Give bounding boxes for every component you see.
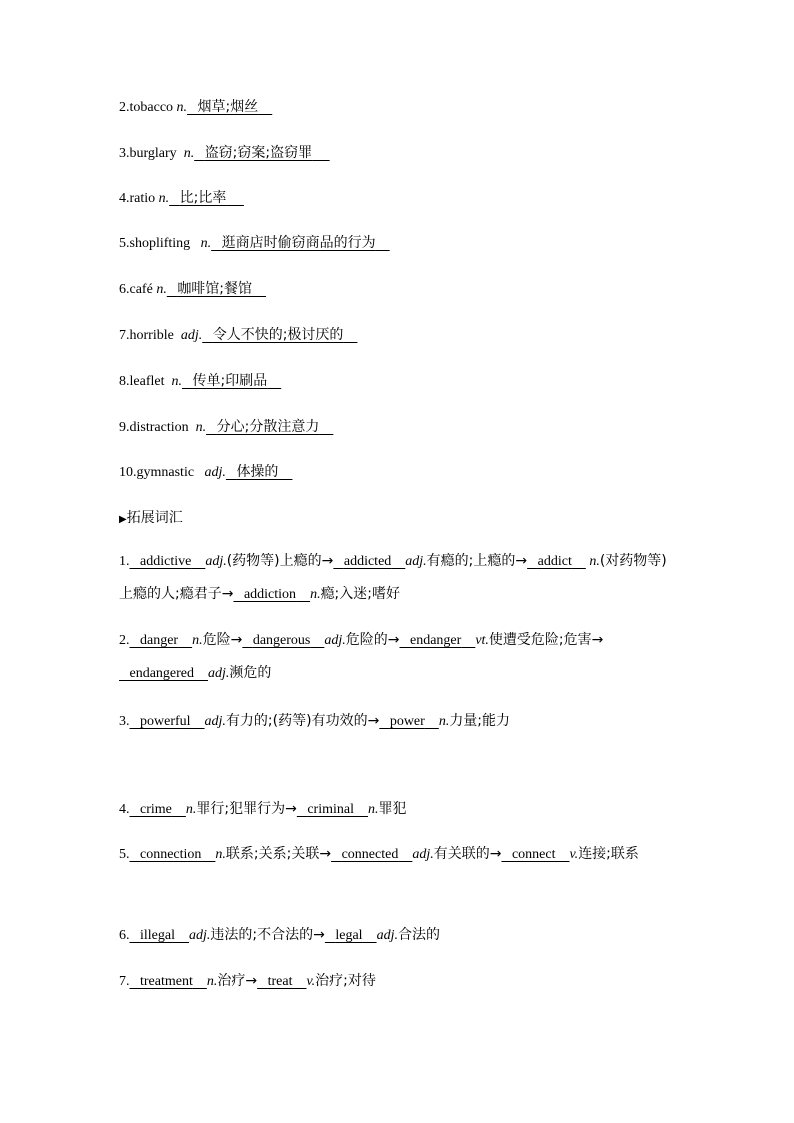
answer-blank: 体操的 bbox=[236, 464, 279, 480]
vocab-word: tobacco bbox=[129, 100, 174, 115]
answer-blank: 烟草;烟丝 bbox=[197, 99, 259, 115]
item-number: 2. bbox=[119, 633, 130, 648]
meaning: 力量;能力 bbox=[449, 713, 511, 729]
part-of-speech: adj. bbox=[204, 714, 226, 729]
item-number: 3. bbox=[119, 146, 130, 161]
answer-blank: legal bbox=[335, 928, 363, 943]
vocab-word: leaflet bbox=[129, 374, 165, 389]
answer-blank: danger bbox=[140, 633, 179, 648]
part-of-speech: adj. bbox=[204, 465, 226, 480]
meaning: 有关联的→ bbox=[433, 846, 502, 862]
ext-item-3 bbox=[119, 711, 679, 732]
meaning: 濒危的 bbox=[229, 665, 272, 681]
vocab-item-2 bbox=[119, 97, 679, 118]
part-of-speech: n. bbox=[158, 191, 170, 206]
item-number: 1. bbox=[119, 554, 130, 569]
answer-blank: crime bbox=[140, 802, 172, 817]
part-of-speech: adj. bbox=[412, 847, 434, 862]
vocab-item-5 bbox=[119, 233, 679, 254]
part-of-speech: n. bbox=[215, 847, 226, 862]
answer-blank: power bbox=[389, 714, 425, 729]
item-number: 5. bbox=[119, 847, 130, 862]
answer-blank: treatment bbox=[140, 974, 193, 989]
meaning: 治疗;对待 bbox=[315, 973, 376, 989]
part-of-speech: n. bbox=[200, 236, 212, 251]
vocab-item-4 bbox=[119, 188, 679, 209]
meaning: 危险→ bbox=[202, 632, 243, 648]
vocab-word: distraction bbox=[129, 420, 189, 435]
part-of-speech: n. bbox=[156, 282, 167, 297]
part-of-speech: adj. bbox=[208, 666, 230, 681]
part-of-speech: adj. bbox=[324, 633, 346, 648]
part-of-speech: n. bbox=[589, 554, 600, 569]
answer-blank: 比;比率 bbox=[179, 190, 227, 206]
part-of-speech: n. bbox=[310, 587, 321, 602]
meaning: 合法的 bbox=[397, 927, 440, 943]
part-of-speech: n. bbox=[367, 802, 379, 817]
vocab-word: burglary bbox=[129, 146, 177, 161]
answer-blank: connected bbox=[341, 847, 399, 862]
vocab-word: gymnastic bbox=[136, 465, 195, 480]
meaning: 联系;关系;关联→ bbox=[225, 846, 332, 862]
answer-blank: endanger bbox=[410, 633, 462, 648]
answer-blank: connect bbox=[511, 847, 556, 862]
part-of-speech: v. bbox=[569, 847, 579, 862]
item-number: 7. bbox=[119, 974, 130, 989]
answer-blank: endangered bbox=[129, 666, 195, 681]
meaning: 违法的;不合法的→ bbox=[210, 927, 325, 943]
answer-blank: addictive bbox=[140, 554, 192, 569]
part-of-speech: adj. bbox=[205, 554, 227, 569]
ext-item-4 bbox=[119, 799, 679, 820]
meaning: 连接;联系 bbox=[578, 846, 639, 862]
item-number: 7. bbox=[119, 328, 130, 343]
meaning: 使遭受危险;危害→ bbox=[488, 632, 604, 648]
vocab-item-9 bbox=[119, 417, 679, 438]
section-title: 拓展词汇 bbox=[126, 510, 183, 526]
item-number: 6. bbox=[119, 928, 130, 943]
vocab-item-8 bbox=[119, 371, 679, 392]
answer-blank: addicted bbox=[343, 554, 392, 569]
answer-blank: 令人不快的;极讨厌的 bbox=[212, 327, 344, 343]
item-number: 9. bbox=[119, 420, 130, 435]
vocab-item-6 bbox=[119, 279, 679, 300]
part-of-speech: v. bbox=[306, 974, 316, 989]
vocab-item-3 bbox=[119, 143, 679, 164]
meaning: 危险的→ bbox=[345, 632, 400, 648]
part-of-speech: n. bbox=[206, 974, 218, 989]
meaning: 有瘾的;上瘾的→ bbox=[426, 553, 528, 569]
meaning: 罪行;犯罪行为→ bbox=[196, 801, 297, 817]
triangle-bullet-icon: ▶ bbox=[119, 514, 127, 525]
meaning: 罪犯 bbox=[378, 801, 407, 817]
part-of-speech: n. bbox=[438, 714, 450, 729]
ext-item-5 bbox=[119, 838, 679, 871]
meaning: 瘾;入迷;嗜好 bbox=[320, 586, 400, 602]
answer-blank: addiction bbox=[243, 587, 297, 602]
vocab-item-7 bbox=[119, 325, 679, 346]
answer-blank: 逛商店时偷窃商品的行为 bbox=[221, 235, 376, 251]
answer-blank: 盗窃;窃案;盗窃罪 bbox=[204, 145, 313, 161]
meaning: (药物等)上瘾的→ bbox=[226, 553, 334, 569]
item-number: 3. bbox=[119, 714, 130, 729]
item-number: 2. bbox=[119, 100, 130, 115]
vocab-word: café bbox=[129, 282, 153, 297]
section-heading bbox=[119, 508, 679, 530]
answer-blank: treat bbox=[267, 974, 293, 989]
part-of-speech: n. bbox=[183, 146, 195, 161]
part-of-speech: n. bbox=[171, 374, 182, 389]
ext-item-2 bbox=[119, 624, 679, 690]
item-number: 6. bbox=[119, 282, 130, 297]
part-of-speech: vt. bbox=[475, 633, 489, 648]
part-of-speech: adj. bbox=[189, 928, 211, 943]
meaning: 治疗→ bbox=[217, 973, 258, 989]
answer-blank: criminal bbox=[307, 802, 354, 817]
item-number: 10. bbox=[119, 465, 137, 480]
item-number: 4. bbox=[119, 802, 130, 817]
part-of-speech: adj. bbox=[376, 928, 398, 943]
answer-blank: addict bbox=[537, 554, 572, 569]
vocab-word: ratio bbox=[129, 191, 156, 206]
part-of-speech: n. bbox=[185, 802, 197, 817]
answer-blank: connection bbox=[140, 847, 202, 862]
meaning: (对药物等)上瘾的人;瘾君子→ bbox=[119, 553, 667, 602]
answer-blank: powerful bbox=[140, 714, 191, 729]
vocab-word: horrible bbox=[129, 328, 174, 343]
ext-item-1 bbox=[119, 545, 679, 611]
part-of-speech: adj. bbox=[405, 554, 427, 569]
answer-blank: 传单;印刷品 bbox=[192, 373, 268, 389]
part-of-speech: n. bbox=[195, 420, 207, 435]
vocab-item-10 bbox=[119, 462, 679, 483]
answer-blank: dangerous bbox=[252, 633, 311, 648]
meaning: 有力的;(药等)有功效的→ bbox=[225, 713, 380, 729]
answer-blank: 分心;分散注意力 bbox=[216, 419, 320, 435]
ext-item-7 bbox=[119, 971, 679, 992]
part-of-speech: adj. bbox=[180, 328, 203, 343]
answer-blank: 咖啡馆;餐馆 bbox=[177, 281, 253, 297]
item-number: 4. bbox=[119, 191, 130, 206]
ext-item-6 bbox=[119, 925, 679, 946]
answer-blank: illegal bbox=[140, 928, 175, 943]
item-number: 8. bbox=[119, 374, 130, 389]
part-of-speech: n. bbox=[176, 100, 188, 115]
item-number: 5. bbox=[119, 236, 130, 251]
part-of-speech: n. bbox=[192, 633, 203, 648]
vocab-word: shoplifting bbox=[129, 236, 191, 251]
